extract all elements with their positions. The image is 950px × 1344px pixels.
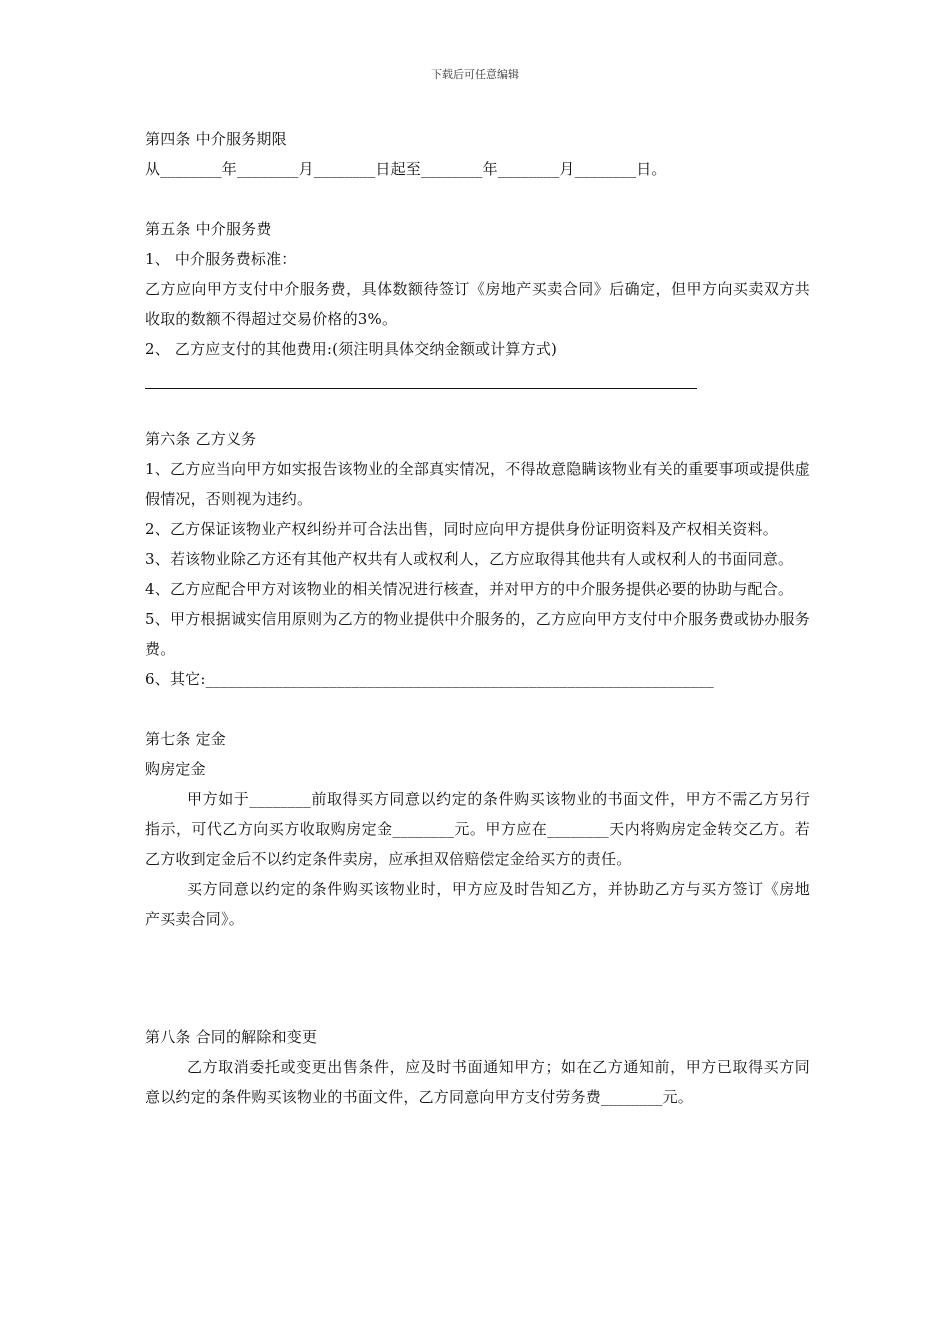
- obligation-item: 1、乙方应当向甲方如实报告该物业的全部真实情况，不得故意隐瞒该物业有关的重要事项或提供虚假情况，否则视为违约。: [145, 460, 810, 508]
- article-4: [145, 124, 810, 184]
- termination-paragraph: 乙方取消委托或变更出售条件，应及时书面通知甲方；如在乙方通知前，甲方已取得买方同意以约定的条件购买该物业的书面文件，乙方同意向甲方支付劳务费________元。: [145, 1058, 810, 1106]
- spacer: [145, 934, 810, 1022]
- service-period-line: 从________年________月________日起至________年________月________日。: [145, 160, 667, 178]
- fee-standard-label: 1、 中介服务费标准：: [145, 250, 297, 268]
- spacer: [145, 184, 810, 214]
- deposit-paragraph: 买方同意以约定的条件购买该物业时，甲方应及时告知乙方，并协助乙方与买方签订《房地产买卖合同》。: [145, 880, 810, 928]
- article-5: [145, 214, 810, 389]
- article-8: [145, 1022, 810, 1112]
- article-8-title: 第八条 合同的解除和变更: [145, 1028, 318, 1046]
- obligation-item: 3、若该物业除乙方还有其他产权共有人或权利人，乙方应取得其他共有人或权利人的书面同意。: [145, 550, 794, 568]
- obligation-item: 5、甲方根据诚实信用原则为乙方的物业提供中介服务的，乙方应向甲方支付中介服务费或协办服务费。: [145, 610, 810, 658]
- obligation-item: 2、乙方保证该物业产权纠纷并可合法出售，同时应向甲方提供身份证明资料及产权相关资料。: [145, 520, 778, 538]
- article-6: [145, 424, 810, 694]
- deposit-paragraph: 甲方如于________前取得买方同意以约定的条件购买该物业的书面文件，甲方不需乙方另行指示，可代乙方向买方收取购房定金________元。甲方应在________天内将购房定金转交乙方。若乙方收到定金后不以约定条件卖房，应承担双倍赔偿定金给买方的责任。: [145, 790, 810, 868]
- other-fees-label: 2、 乙方应支付的其他费用:(须注明具体交纳金额或计算方式): [145, 340, 558, 358]
- other-fees-blank-line: [145, 388, 697, 389]
- deposit-subtitle: 购房定金: [145, 760, 206, 778]
- article-4-title: 第四条 中介服务期限: [145, 130, 287, 148]
- document-body: [145, 124, 810, 1112]
- fee-standard-body: 乙方应向甲方支付中介服务费，具体数额待签订《房地产买卖合同》后确定，但甲方向买卖双方共收取的数额不得超过交易价格的3%。: [145, 280, 810, 328]
- obligation-item-other: 6、其它:__________________________________________________________________: [145, 670, 714, 688]
- article-5-title: 第五条 中介服务费: [145, 220, 272, 238]
- spacer: [145, 394, 810, 424]
- article-6-title: 第六条 乙方义务: [145, 430, 257, 448]
- spacer: [145, 694, 810, 724]
- article-7-title: 第七条 定金: [145, 730, 226, 748]
- obligation-item: 4、乙方应配合甲方对该物业的相关情况进行核查，并对甲方的中介服务提供必要的协助与配合。: [145, 580, 794, 598]
- page-header: 下载后可任意编辑: [431, 68, 519, 81]
- article-7: [145, 724, 810, 934]
